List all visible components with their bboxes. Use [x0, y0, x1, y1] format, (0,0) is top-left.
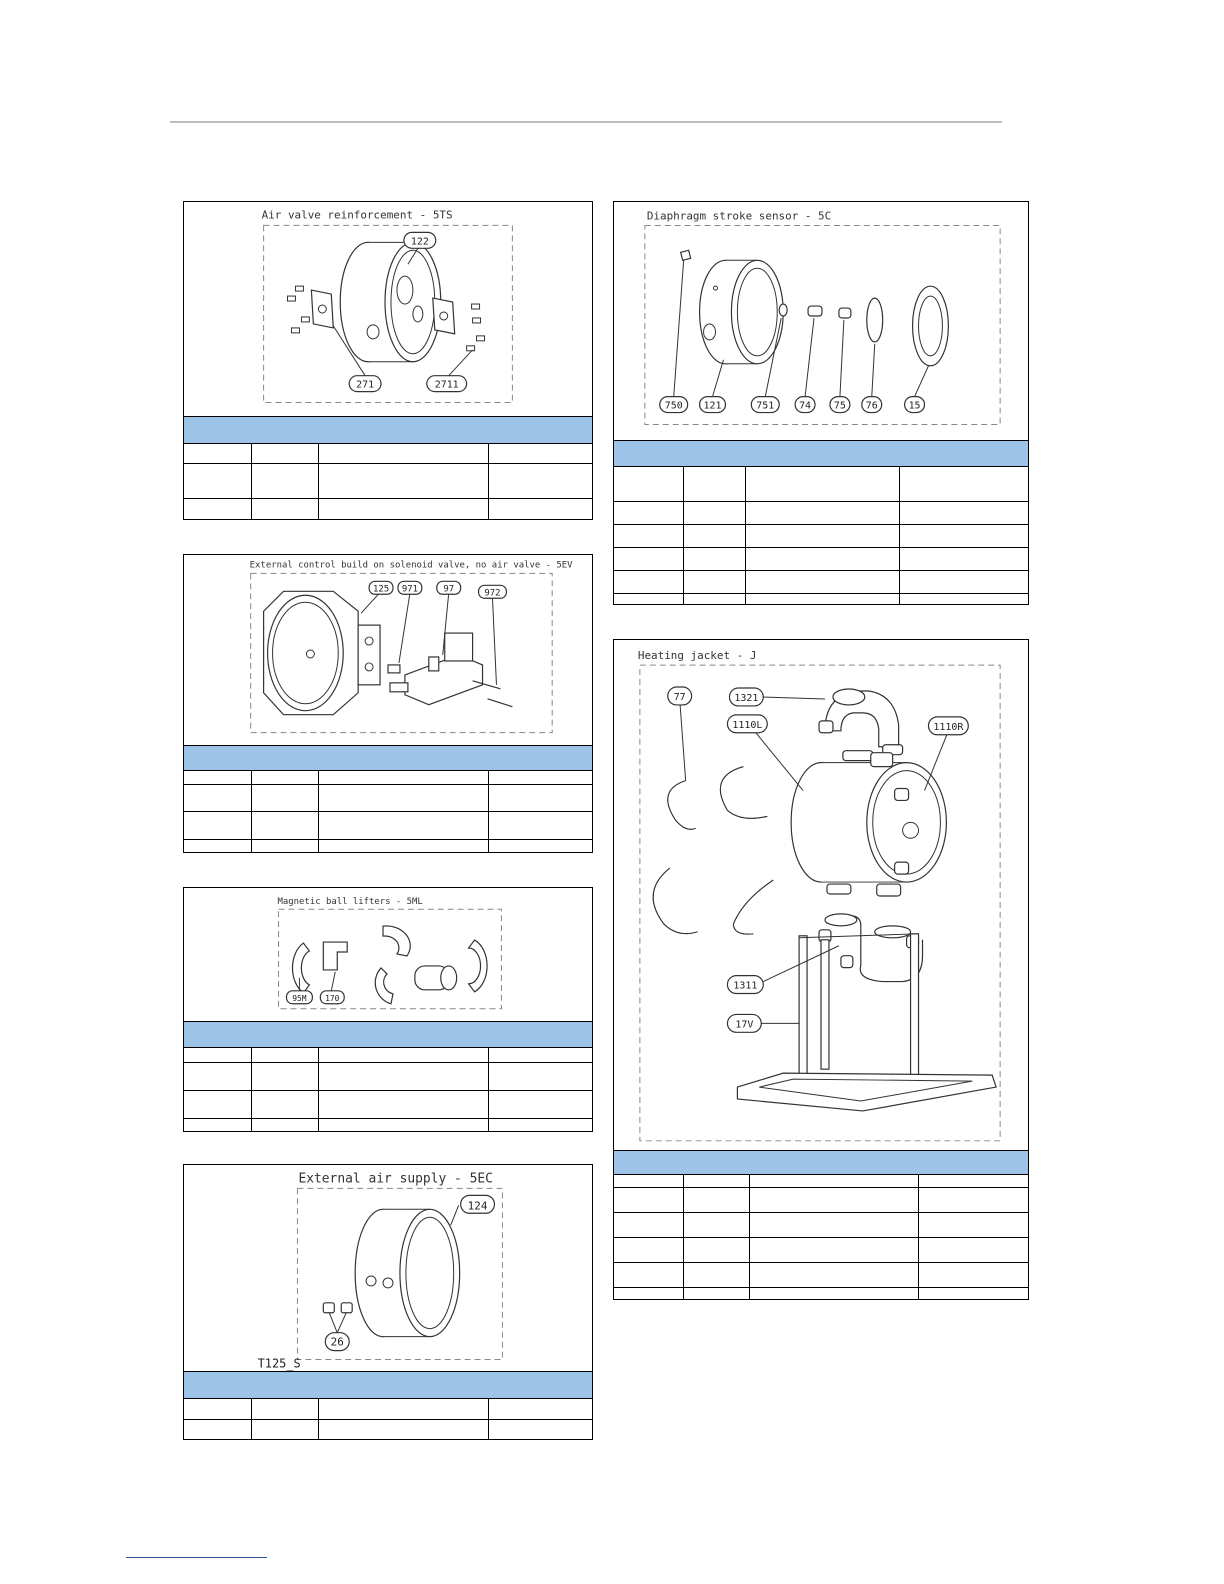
- callout-125: 125: [372, 584, 390, 595]
- external-air-panel: [183, 1164, 593, 1440]
- table-row: [614, 1175, 1028, 1188]
- magnetic-drawing: [184, 888, 592, 1021]
- magnetic-panel: [183, 887, 593, 1132]
- air-valve-table-header: [184, 416, 592, 444]
- table-row: [184, 1420, 592, 1441]
- external-control-parts-table: [184, 771, 592, 853]
- callout-74: 74: [799, 400, 812, 412]
- stroke-sensor-title: Diaphragm stroke sensor - 5C: [646, 209, 832, 223]
- table-row: [614, 1213, 1028, 1238]
- table-row: [614, 547, 1028, 570]
- table-row: [184, 785, 592, 812]
- stroke-sensor-parts-table: [614, 467, 1028, 605]
- heating-jacket-table-header: [614, 1150, 1028, 1175]
- table-row: [184, 839, 592, 853]
- heating-jacket-drawing: [614, 640, 1028, 1150]
- table-row: [184, 1399, 592, 1420]
- magnetic-title: Magnetic ball lifters - 5ML: [277, 897, 423, 908]
- air-valve-panel: [183, 201, 593, 520]
- external-control-table-header: [184, 745, 592, 771]
- header-rule: [170, 121, 1002, 123]
- table-row: [614, 501, 1028, 524]
- table-row: [184, 1048, 592, 1062]
- callout-95m: 95M: [292, 993, 307, 1003]
- table-row: [184, 1062, 592, 1090]
- stroke-sensor-panel: [613, 201, 1029, 605]
- external-air-parts-table: [184, 1399, 592, 1440]
- table-row: [614, 1188, 1028, 1213]
- callout-972: 972: [484, 588, 501, 599]
- callout-122: 122: [410, 236, 429, 248]
- footnote-rule: [126, 1557, 267, 1558]
- external-air-drawing: [184, 1165, 592, 1371]
- callout-77: 77: [673, 691, 686, 703]
- heating-jacket-parts-table: [614, 1175, 1028, 1300]
- table-row: [614, 570, 1028, 593]
- table-row: [614, 524, 1028, 547]
- callout-2711: 2711: [434, 379, 459, 391]
- table-row: [614, 1288, 1028, 1301]
- callout-1110r: 1110R: [933, 721, 964, 733]
- magnetic-parts-table: [184, 1048, 592, 1132]
- callout-75: 75: [833, 400, 846, 412]
- table-row: [614, 1263, 1028, 1288]
- table-row: [614, 593, 1028, 605]
- table-row: [184, 771, 592, 785]
- callout-76: 76: [865, 400, 878, 412]
- air-valve-title: Air valve reinforcement - 5TS: [261, 208, 453, 222]
- stroke-sensor-table-header: [614, 440, 1028, 467]
- callout-26: 26: [330, 1335, 344, 1349]
- callout-971: 971: [401, 584, 418, 595]
- callout-170: 170: [325, 993, 340, 1003]
- external-control-drawing: [184, 555, 592, 745]
- table-row: [184, 498, 592, 520]
- callout-1311: 1311: [733, 980, 758, 992]
- stroke-sensor-drawing: [614, 202, 1028, 440]
- table-row: [184, 463, 592, 498]
- callout-750: 750: [664, 400, 683, 412]
- callout-121: 121: [703, 400, 722, 412]
- external-air-table-header: [184, 1371, 592, 1399]
- callout-751: 751: [756, 400, 775, 412]
- callout-17v: 17V: [735, 1019, 754, 1031]
- table-row: [614, 467, 1028, 501]
- callout-1110l: 1110L: [732, 719, 763, 731]
- air-valve-drawing: [184, 202, 592, 416]
- air-valve-parts-table: [184, 444, 592, 520]
- drawing-ref: T125_S: [257, 1356, 301, 1371]
- external-air-title: External air supply - 5EC: [298, 1171, 493, 1187]
- callout-1321: 1321: [734, 692, 759, 704]
- table-row: [184, 812, 592, 839]
- external-control-title: External control build on solenoid valve, no air valve - 5EV: [249, 560, 573, 571]
- callout-97: 97: [443, 584, 455, 595]
- table-row: [614, 1238, 1028, 1263]
- callout-15: 15: [908, 400, 921, 412]
- callout-271: 271: [356, 379, 375, 391]
- heating-jacket-title: Heating jacket - J: [637, 649, 757, 663]
- magnetic-table-header: [184, 1021, 592, 1048]
- table-row: [184, 1090, 592, 1118]
- table-row: [184, 444, 592, 463]
- callout-124: 124: [467, 1199, 488, 1213]
- heating-jacket-panel: [613, 639, 1029, 1300]
- external-control-panel: [183, 554, 593, 853]
- table-row: [184, 1118, 592, 1132]
